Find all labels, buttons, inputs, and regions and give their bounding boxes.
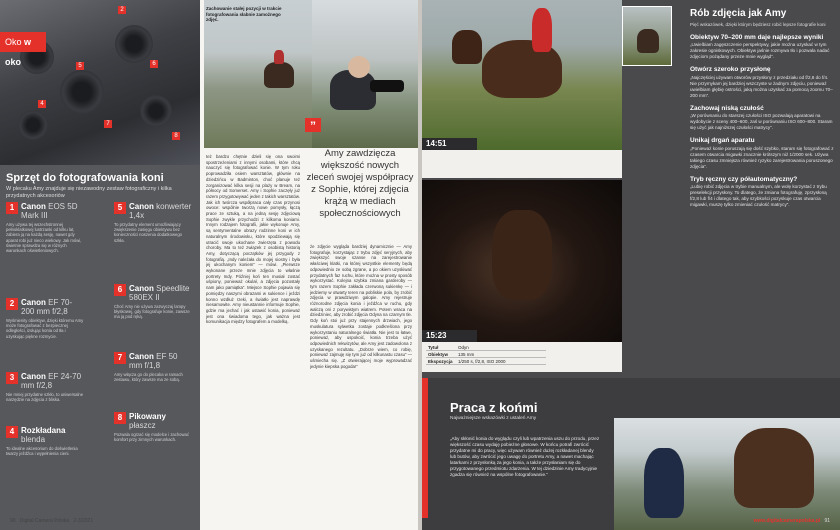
gear-number: 2: [6, 298, 18, 310]
gear-description: Wyśmienity obiektyw, dzięki któremu Amy może fotografować z bezpiecznej odległości, izolując konia od tła i uzyskując piękne rozmycie.: [6, 318, 84, 339]
tip-heading: Otwórz szeroko przysłonę: [690, 66, 771, 73]
bag-tag: 5: [76, 62, 84, 70]
tip-text: „Uwielbiam zagęszczenie perspektywy, jakie można uzyskać w tym zakresie ogniskowych. Obiektyw jaśnie rozmywa tło i pozwala nadać zdjęciom pożądany przeze mnie wygląd”.: [690, 42, 830, 59]
gear-number: 8: [114, 412, 126, 424]
exif-panel-bg: [422, 150, 622, 178]
tip-text: „Lubię robić zdjęcia w trybie manualnym, ale wolę korzystać z trybu preselekcji przysłony. To dlatego, że zmiana fotografuję, zprzysłoną f/2,8 lub f/4 i dlatego tak, aby szybkości pozyskuje czas otwarcia migawki, muszę tylko zmieniać czułość matrycy”.: [690, 184, 827, 207]
gear-item: [6, 372, 84, 402]
gear-number: 3: [6, 372, 18, 384]
tip-heading: Tryb ręczny czy półautomatyczny?: [690, 175, 798, 183]
tip-item: [690, 137, 836, 170]
accent-bar: [422, 378, 428, 518]
right-footer: [753, 518, 830, 524]
time-badge: 15:23: [422, 330, 477, 342]
gear-description: To idealne akcesorium do doświetlenia twarzy jeźdźca i wypełnienia cieni.: [6, 446, 78, 457]
horse-portrait-photo: [422, 180, 622, 342]
right-page: [422, 0, 840, 530]
page-number: 90: [10, 518, 16, 524]
gear-item: [6, 202, 84, 253]
gear-name: Canon: [21, 298, 46, 307]
gear-item: [114, 412, 192, 442]
gear-number: 1: [6, 202, 18, 214]
tips-title: Rób zdjęcia jak Amy: [690, 8, 787, 19]
gear-item: [114, 202, 192, 243]
gear-name: Pikowany: [129, 412, 166, 421]
pull-quote: Amy zawdzięcza większość nowych zleceń swojej współpracy z Sophie, której zdjęcia krążą w mediach społecznościowych: [306, 148, 414, 219]
left-footer: [10, 518, 93, 524]
sidebar-intro: W plecaku Amy znajduje się niezawodny zestaw fotograficzny i kilka przydatnych akcesoriów: [6, 186, 172, 199]
exif-value: 1/250 s, f/2,8, ISO 2000: [458, 358, 506, 364]
sidebar-title: Sprzęt do fotografowania koni: [6, 172, 164, 184]
gear-model: konwerter 1,4x: [129, 202, 192, 220]
gear-description: Pozwala ogrzać się modelce i zachować komfort przy zimnych warunkach.: [114, 432, 189, 443]
gear-name: Canon: [129, 202, 154, 211]
quote-icon: ”: [305, 118, 321, 132]
bag-tag: 6: [150, 60, 158, 68]
photographer-with-horse-photo: [614, 418, 840, 530]
exif-value: Odyn: [458, 344, 469, 350]
tips-column: [690, 8, 836, 208]
issue-number: 2-3/2021: [73, 518, 94, 524]
gear-item: [6, 298, 84, 339]
gear-model: blenda: [21, 435, 46, 444]
gear-model: płaszcz: [129, 421, 156, 430]
working-with-horses-box: [422, 378, 840, 530]
magazine-name: Digital Camera Polska: [19, 518, 70, 524]
gear-description: Nie mniej przydatne szkło, to uniwersalne narzędzie na zdjęcia z bliska.: [6, 392, 84, 403]
gear-model: Speedlite 580EX II: [129, 284, 190, 302]
article-column-1: też bardzo chętnie dzieli się ona swoimi spostrzeżeniami z innymi osobami, które chcą nauczyć się fotografować konie. W tym roku poprowadziła osiem warsztatów, głównie na dziedzińcu w Badminton, choć planuje też zorganizować kilka sesji na plaży w Bream, na północy od Somerset. Amy i Sophie zaczęły już razem przygotowywać jeden z takich warsztatów. Jak ich twórcza współpraca cały czas przynosi owoce: wspólnie tworzą nowe pomysły, łączą prace ze sztuką, a na jedną sesję zdjęciową Sophie zwykle przychodzi z kilkoma koniami. Innym rodzajem fotografii, jakie wykonuje Amy, są sentymentalne obrazy rodzinne koni w ich naturalnym środowisku, które spodziewają się utracić swoje ukochane zwierzęta z powodu choroby. Ma to też związek z osobistą historią Amy, dotyczącą początków jej przygody z fotografią. „Indy należała do mojej siostry i była jej ukochanym koniem” — mówi. „Pierwsze wykonane przeze mnie zdjęcia to właśnie portrety Indy. Później koń ten musiał zostać uśpiony, ponieważ okulał, a zdjęcia pozostały nam jako pamiątka”. Miejsce Sophie pojawia się pomiędzy naszymi obrazami w sukience i jeździ konno wzdłuż rzeki, a światło jest naprawdę niesamowite. Amy nieustannie informuje Sophie, gdzie ma jechać i jak ustawić konia, ponieważ jest ona świadoma tego, jak ważna jest komunikacja między fotografem a modelką.: [206, 154, 300, 325]
gear-model: EF 70-200 mm f/2,8: [21, 298, 73, 316]
gear-item: [6, 426, 84, 456]
exif-value: 135 mm: [458, 351, 475, 357]
photographer-photo: [312, 0, 418, 148]
bag-tag: 8: [172, 132, 180, 140]
gear-item: [114, 352, 192, 382]
box-subtitle: Najważniejsze wskazówki z ustaleń Amy: [450, 416, 537, 421]
section-badge: [0, 32, 46, 67]
exif-key: Ekspozycja: [428, 358, 453, 364]
gear-model: EF 50 mm f/1,8: [129, 352, 178, 370]
gear-number: 4: [6, 426, 18, 438]
tip-text: „Najczęściej używam otworów przysłony z przedziału od f/2,8 do f/4. Nie przymykam jej bardziej wszczyste w żadnym zdjęciu, ponieważ uwielbiam głębię ostrości, jaką można uzyskać za pomocą zoomu 70–200 mm”.: [690, 74, 833, 98]
bag-tag: 2: [118, 6, 126, 14]
gear-description: To przydatny element umożliwiający zwiększenie zasięgu obiektywu bez konieczności noszenia dodatkowego szkła.: [114, 222, 182, 243]
badge-word-bold: w oko: [5, 37, 32, 67]
galloping-horse-photo: [422, 0, 622, 150]
time-badge: 14:51: [422, 138, 477, 150]
tip-item: [690, 66, 836, 99]
tip-heading: Obiektyw 70–200 mm daje najlepsze wyniki: [690, 33, 824, 41]
gear-description: Choć Amy nie używa zazwyczaj lampy błyskowej, gdy fotografuje konie, zawsze ma ją pod ręką.: [114, 304, 190, 320]
page-number: 91: [824, 518, 830, 524]
gear-name: Canon: [21, 202, 46, 211]
gear-number: 7: [114, 352, 126, 364]
gear-number: 5: [114, 202, 126, 214]
box-text: „Aby skłonić konia do wyglądu czyli lub wpatrzenia uszu do przodu, przez większość czasu wydaję pobieżne głosowe. W końcu potrafi zwrócić przydatne mi do pracy, więc używam również dużej rozkładanej blendy lub butów, aby zwrócić jego uwagę do portretu Amy, a nawet machając latarkami z przysłonką za jego konia, a także przysłaniam się do przygotowanego przedmiotu zdarzenia. W tej dziedzinie Amy tradycyjnie zgadza się również na wspólne fotografowanie.”: [450, 436, 600, 477]
article-column-2: że zdjęcie wygląda bardziej dynamicznie — Amy fotografuje, korzystając z trybu zdjęć seryjnych, aby zwiększyć swoje szanse na zarejestrowanie właściwej klatki, na której wszystkie elementy będą odpowiednio ze sobą zgrane, a po okiem uzyskiwać przydatnych faz ruchu, które można w prosty sposób wykorzystać. Kolejna szybka zmiana garderoby — tym razem Sophie zakłada czerwoną sukienkę — i jedziemy w otwarty teren na pobliskie pola, by zrobić zdjęcia w prawdziwym galopie. Amy rejestruje różnorodne zdjęcia konia i jeźdźca w ruchu, gdy walczą oni z porywistym wiatrem. Potem wraca na dziedziniec, aby zrobić zdjęcia Odyna na czarnym tle. Gdy koń stoi już przy stajennych drzwiach, jego muskulatura sylwetka zostaje podkreślona przy wykorzystaniu naturalnego światła. Nie jest to łatwe, ponieważ, aby uspokoić, konia trzeba użyć odpowiednich rekwizytów, ale Amy jest zadowolona z uzyskanego rezultatu. „Dobrze wiem, co robię, ponieważ zajmuję się tym już od kilkunastu czasu” — uśmiecha się. „Z otwierającej moje wyprowadzać jedynie kiepska pogoda!”: [310, 244, 412, 369]
rider-thumbnail: [622, 6, 672, 66]
tip-heading: Zachowaj niską czułość: [690, 104, 764, 112]
gear-item: [114, 284, 192, 320]
exif-table: [426, 344, 546, 365]
gear-sidebar: [0, 0, 200, 530]
tip-item: [690, 105, 836, 132]
camera-bag-photo: [0, 0, 200, 165]
photo-caption: Zachowanie stałej pozycji w trakcie fotografowania słabnie zamożnego zdjęć.: [206, 6, 282, 23]
gear-name: Canon: [129, 352, 154, 361]
exif-key: Tytuł: [428, 344, 439, 350]
bag-tag: 4: [38, 100, 46, 108]
left-page: [0, 0, 418, 530]
tip-heading: Unikaj drgań aparatu: [690, 137, 755, 144]
badge-word: Oko: [5, 37, 22, 47]
gear-name: Canon: [129, 284, 154, 293]
exif-key: Obiektyw: [428, 351, 449, 357]
gear-description: Amy włącza go do plecaka w ramach zestawu, który zawsze ma ze sobą.: [114, 372, 183, 383]
tip-item: [690, 176, 836, 209]
bag-tag: 7: [104, 120, 112, 128]
website-url: www.digitalcamerapolska.pl: [753, 518, 821, 524]
box-title: Praca z końmi: [450, 400, 538, 415]
gear-model: EF 24-70 mm f/2,8: [21, 372, 82, 390]
tip-text: „Ponieważ konie poruszają się dość szybko, staram się fotografować z czasem otwarcia migawki znacznie krótszym niż 1/2000 sek. Używa takiego czasu zmniejsza również ryzyko zarejestrowania poruszonego zdjęcia”.: [690, 145, 834, 169]
gear-model: EOS 5D Mark III: [21, 202, 78, 220]
gear-name: Canon: [21, 372, 46, 381]
gear-number: 6: [114, 284, 126, 296]
tip-item: [690, 34, 836, 61]
gear-name: Rozkładana: [21, 426, 66, 435]
tip-text: „W porównaniu do starszej czułości ISO pozwalają aparatowi na wydobycie z sceny 400–600, zaś w porównaniu ISO 600–800. Staram się użyć jak najniższej czułości matrycy”.: [690, 113, 833, 130]
gear-description: Amy używa tej wszechstronnej pełnoklatkowej lustrzanki od kilku lat, zabiera ją na każdą sesję, nawet gdy aparat robi już nieco wiekowy. Jak mówi, świetnie sprawdza się w różnych warunkach oświetleniowych.: [6, 222, 82, 254]
tips-intro: Pięć wskazówek, dzięki którym będziesz robić lepsze fotografie koni: [690, 22, 826, 27]
